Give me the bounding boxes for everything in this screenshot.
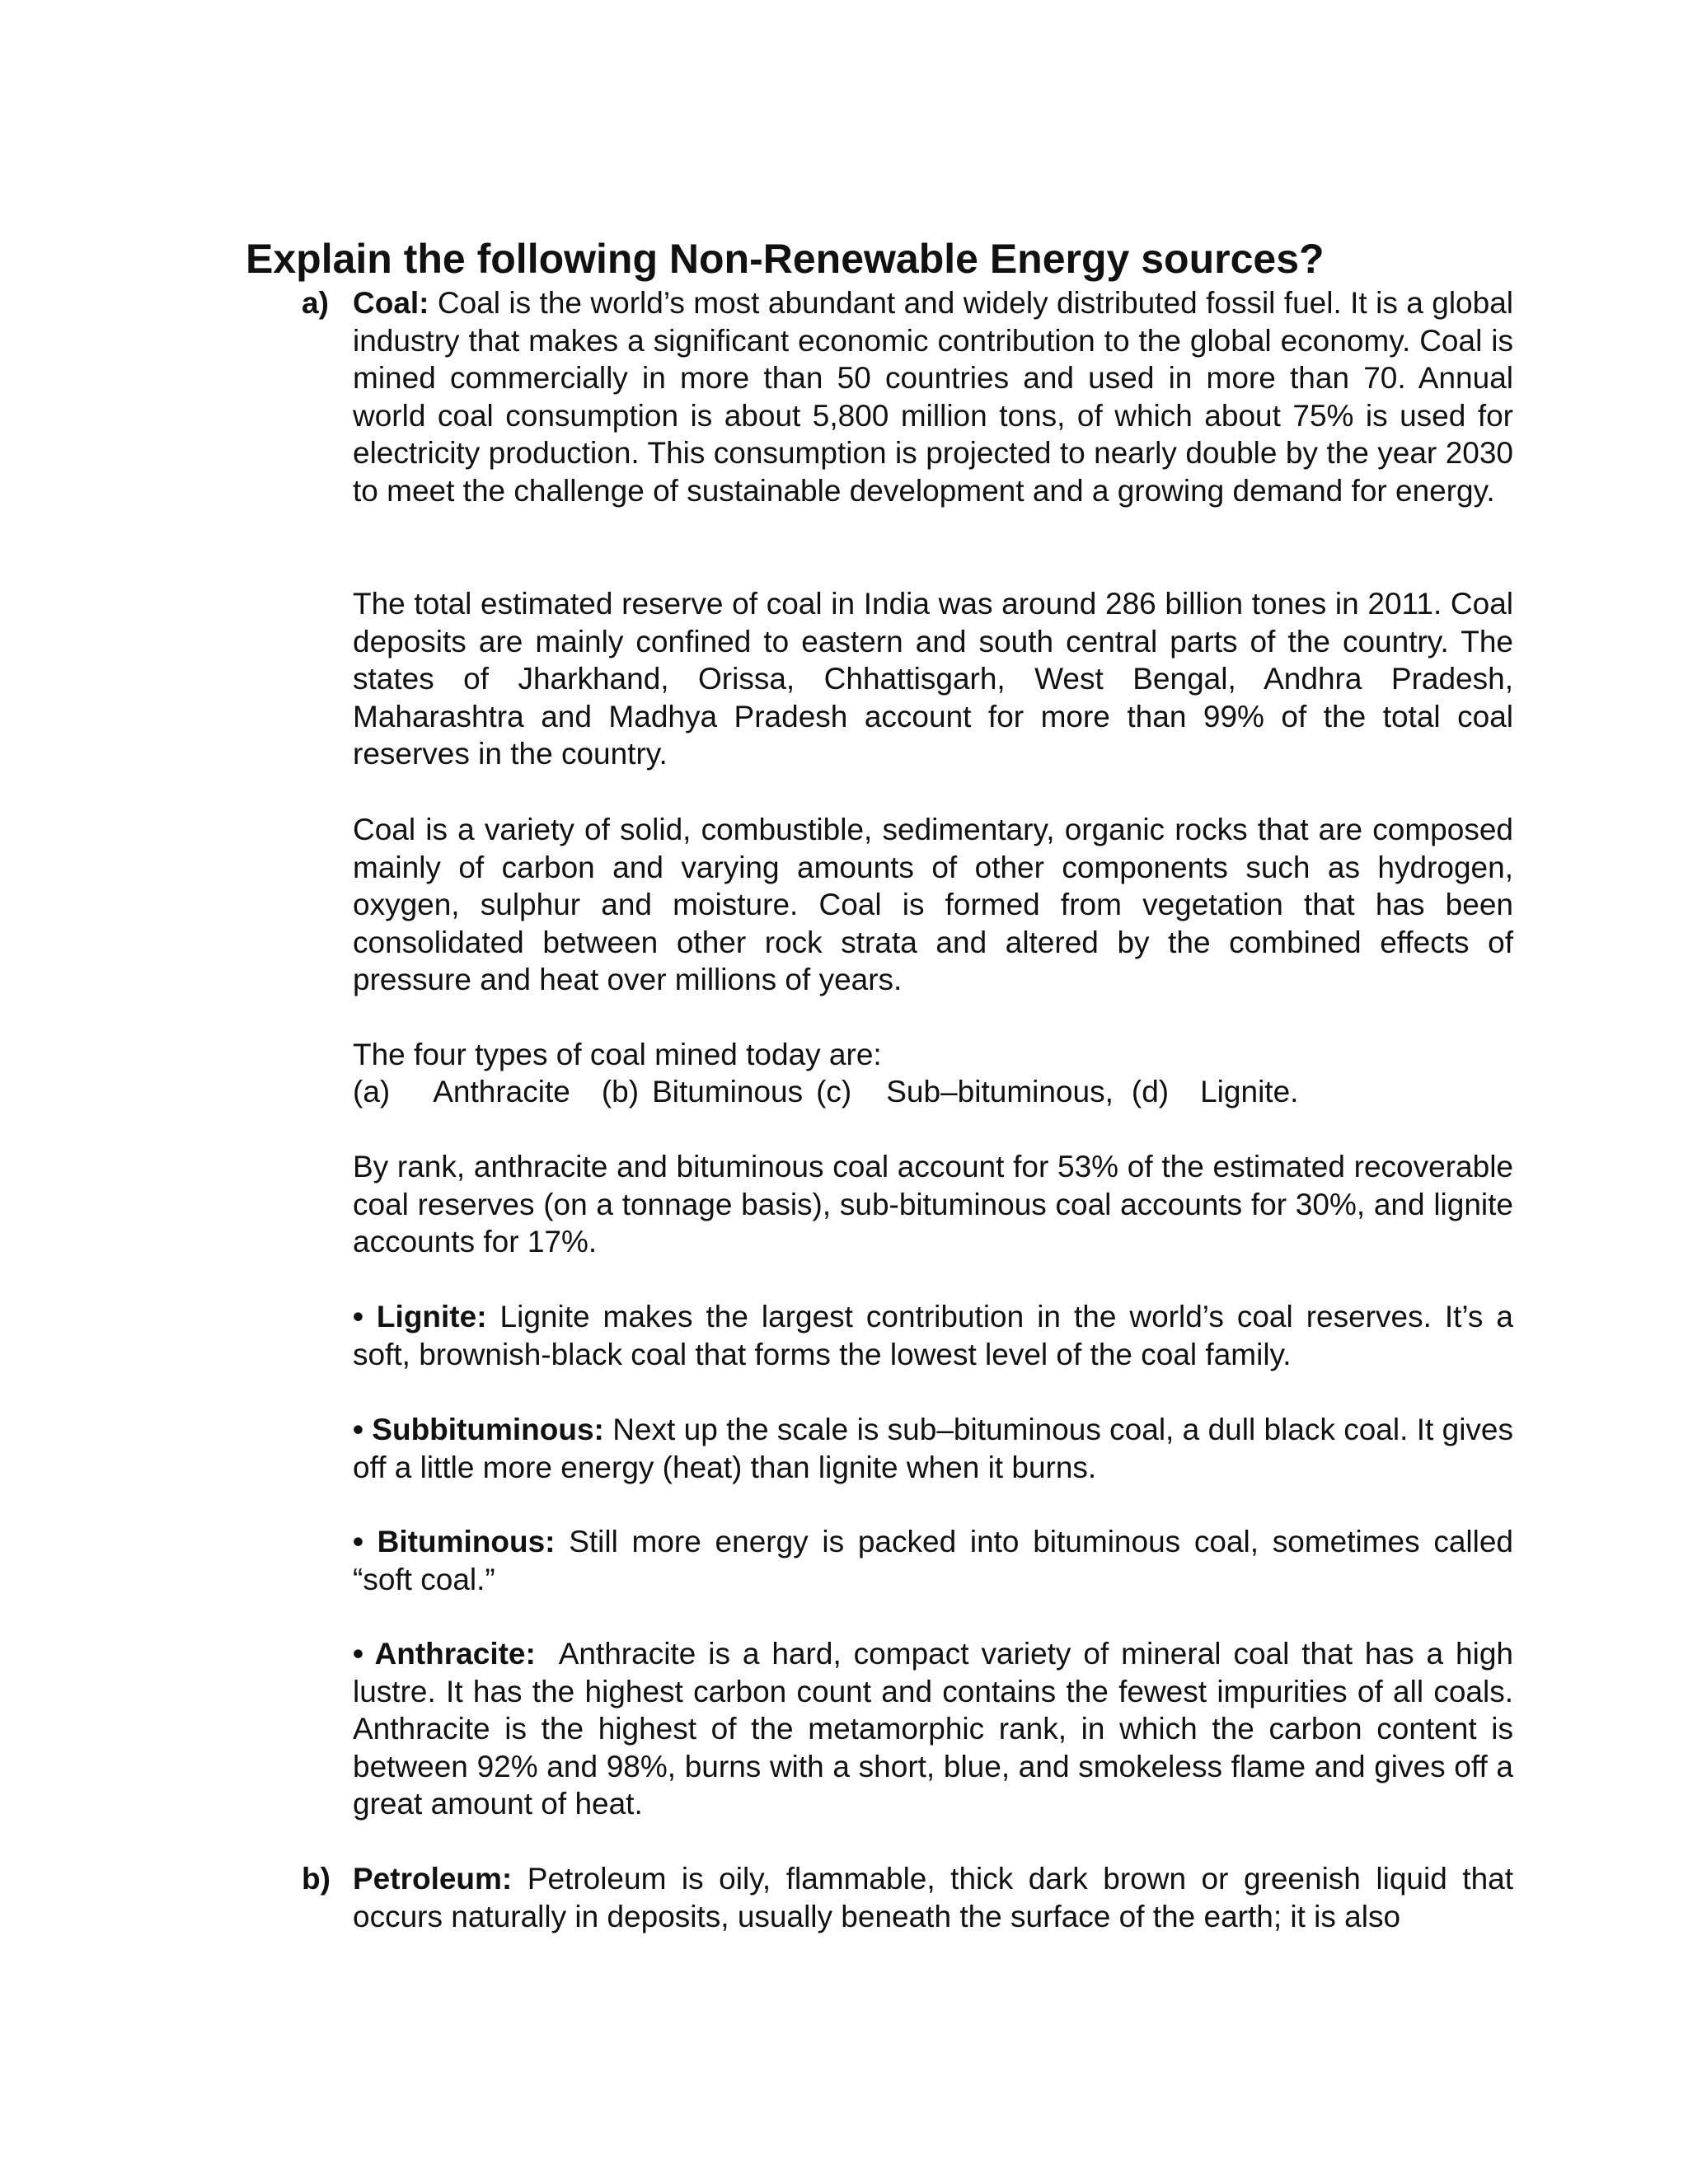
coal-marker: a) <box>302 286 329 320</box>
petroleum-term: Petroleum: <box>353 1862 513 1896</box>
coal-type-name: Lignite. <box>1200 1075 1299 1108</box>
coal-intro-text: Coal is the world’s most abundant and widely distributed fossil fuel. It is a global industry that makes a significant economic contribution to the global economy. Coal is mined commercially in more than 50 countries and used in more than 70. Annual world coal consumption is about 5,800 million tons, of which about 75% is used for electricity production. This consumption is projected to nearly double by the year 2030 to meet the challenge of sustainable development and a growing demand for energy. <box>353 286 1513 508</box>
coal-intro-paragraph <box>353 284 1513 510</box>
bituminous-bullet <box>353 1523 1513 1598</box>
coal-type-label: (d) <box>1131 1075 1170 1108</box>
coal-term: Coal: <box>353 286 429 320</box>
subbituminous-bullet <box>353 1411 1513 1486</box>
coal-india-paragraph: The total estimated reserve of coal in India was around 286 billion tones in 2011. Coal deposits are mainly confined to eastern and south central parts of the country. The states of Jharkhand, Orissa, Chhattisgarh, West Bengal, Andhra Pradesh, Maharashtra and Madhya Pradesh account for more than 99% of the total coal reserves in the country. <box>353 587 1513 771</box>
coal-rank-paragraph: By rank, anthracite and bituminous coal account for 53% of the estimated recoverable coal reserves (on a tonnage basis), sub-bituminous coal accounts for 30%, and lignite accounts for 17%. <box>353 1150 1513 1259</box>
lignite-bullet <box>353 1298 1513 1373</box>
bituminous-term: • Bituminous: <box>353 1525 556 1558</box>
subbituminous-text: Next up the scale is sub–bituminous coal, a dull black coal. It gives off a little more energy (heat) than lignite when it burns. <box>353 1413 1513 1484</box>
coal-type-name: Bituminous <box>652 1075 804 1108</box>
page-title: Explain the following Non-Renewable Energy sources? <box>246 236 1325 282</box>
coal-type-name: Sub–bituminous, <box>886 1075 1114 1108</box>
lignite-term: • Lignite: <box>353 1300 487 1333</box>
petroleum-paragraph <box>353 1860 1513 1935</box>
coal-types-intro: The four types of coal mined today are: <box>353 1038 882 1071</box>
coal-type-label: (a) <box>353 1075 391 1108</box>
coal-type-label: (b) <box>601 1075 640 1108</box>
anthracite-term: • Anthracite: <box>353 1637 536 1671</box>
subbituminous-term: • Subbituminous: <box>353 1413 604 1446</box>
coal-type-name: Anthracite <box>433 1075 570 1108</box>
coal-type-label: (c) <box>816 1075 852 1108</box>
anthracite-bullet <box>353 1635 1513 1823</box>
petroleum-text: Petroleum is oily, flammable, thick dark brown or greenish liquid that occurs naturally in deposits, usually beneath the surface of the earth; it is also <box>353 1862 1514 1933</box>
lignite-text: Lignite makes the largest contribution in the world’s coal reserves. It’s a soft, brownish-black coal that forms the lowest level of the coal family. <box>353 1300 1513 1371</box>
coal-composition-paragraph: Coal is a variety of solid, combustible, sedimentary, organic rocks that are composed mainly of carbon and varying amounts of other components such as hydrogen, oxygen, sulphur and moisture. Coal is formed from vegetation that has been consolidated between other rock strata and altered by the combined effects of pressure and heat over millions of years. <box>353 813 1513 997</box>
anthracite-text: Anthracite is a hard, compact variety of mineral coal that has a high lustre. It has the highest carbon count and contains the fewest impurities of all coals. Anthracite is the highest of the metamorphic rank, in which the carbon content is between 92% and 98%, burns with a short, blue, and smokeless flame and gives off a great amount of heat. <box>353 1637 1513 1821</box>
petroleum-marker: b) <box>302 1862 331 1896</box>
coal-types-list <box>353 1073 1513 1111</box>
bituminous-text: Still more energy is packed into bituminous coal, sometimes called “soft coal.” <box>353 1525 1514 1596</box>
